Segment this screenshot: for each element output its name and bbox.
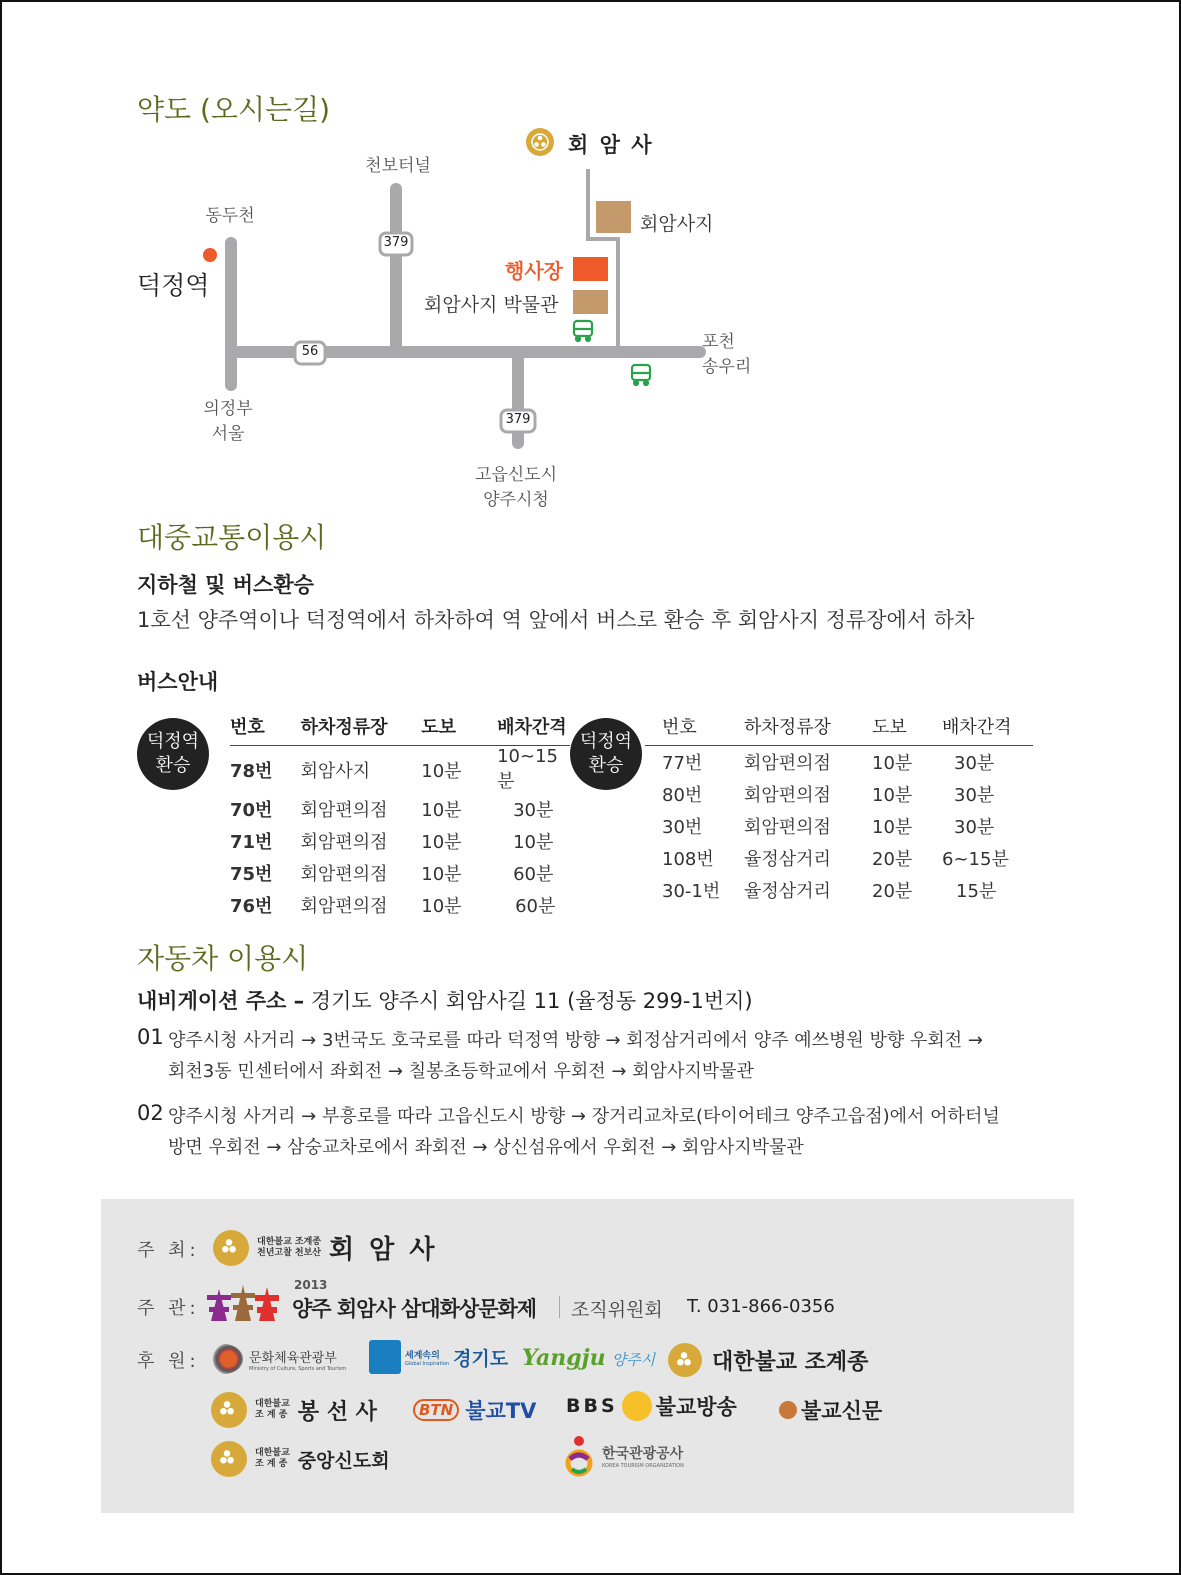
- bongsun-small-line1: 대한불교: [255, 1399, 290, 1409]
- road-number-56: 56: [301, 344, 319, 359]
- temple-logo-icon: [526, 128, 554, 156]
- bus-number: 76번: [230, 896, 273, 917]
- road-number-379-top: 379: [383, 235, 409, 250]
- bus-stop: 회암편의점: [300, 864, 388, 885]
- interval: 30분: [513, 800, 554, 821]
- bbs-mark: BBS: [566, 1395, 618, 1417]
- bus-stop: 율정삼거리: [744, 849, 831, 870]
- walk-time: 10분: [872, 753, 913, 774]
- label-uijeongbu: [188, 397, 268, 447]
- btn-logo: [413, 1395, 536, 1425]
- mcst-emblem-icon: [205, 1344, 243, 1374]
- label-museum: 회암사지 박물관: [424, 294, 559, 316]
- jogye-logo: [668, 1343, 868, 1377]
- col-number: 번호: [645, 713, 744, 746]
- left-badge-line1: 덕정역: [146, 731, 200, 752]
- bus-stop: 회암편의점: [744, 817, 831, 838]
- btn-name: 불교TV: [465, 1399, 537, 1423]
- walk-time: 20분: [872, 849, 913, 870]
- label-dongducheon: 동두천: [205, 206, 255, 226]
- label-pocheon: [702, 330, 772, 380]
- venue-box: [573, 257, 608, 281]
- bus-stop: 율정삼거리: [744, 881, 831, 902]
- bbs-name: 불교방송: [655, 1395, 737, 1419]
- support-label: 후 원:: [137, 1351, 200, 1372]
- table-row: [645, 746, 1033, 779]
- yangju-en: Yangju: [522, 1345, 606, 1371]
- interval: 30분: [954, 785, 995, 806]
- host-small-line1: 대한불교 조계종: [257, 1236, 321, 1247]
- table-row: [230, 746, 570, 794]
- kto-name: 한국관광공사: [602, 1446, 684, 1462]
- deokjeong-station-dot: [203, 248, 217, 262]
- left-badge-line2: 환승: [155, 755, 191, 776]
- pagoda-logo-icon: [205, 1275, 285, 1325]
- label-venue: 행사장: [505, 259, 563, 283]
- table-row: [645, 810, 1033, 842]
- table-row: [645, 842, 1033, 874]
- hoeamsaji-box: [596, 201, 631, 233]
- gyeonggi-small-en: Global Inspiration: [405, 1360, 450, 1367]
- bongsun-logo: [211, 1392, 377, 1428]
- sponsor-panel: [101, 1199, 1074, 1513]
- route-02-text: [168, 1101, 1000, 1163]
- bbs-logo: [566, 1391, 737, 1421]
- right-transfer-badge: [570, 718, 642, 790]
- bulgyo-news-emblem-icon: [779, 1401, 797, 1419]
- nav-address: [137, 985, 753, 1015]
- bus-number: 80번: [662, 785, 703, 806]
- bongsun-small-line2: 조 계 종: [255, 1410, 288, 1420]
- map-title: 약도 (오시는길): [137, 93, 331, 126]
- committee-name: 조직위원회: [571, 1299, 663, 1321]
- festival-year: 2013: [294, 1278, 328, 1292]
- festival-name: 양주 회암사 삼대화상문화제: [292, 1297, 537, 1321]
- label-goeup-text: 고읍신도시: [474, 465, 558, 485]
- host-small-line2: 천년고찰 천보산: [257, 1247, 321, 1258]
- temple-logo-icon: [213, 1230, 249, 1266]
- route-01-text: [168, 1025, 983, 1087]
- walk-time: 10분: [421, 832, 462, 853]
- walk-time: 20분: [872, 881, 913, 902]
- central-small-line2: 조 계 종: [255, 1459, 288, 1469]
- transit-title: 대중교통이용시: [137, 521, 327, 554]
- walk-time: 10분: [872, 817, 913, 838]
- transit-subtitle: 지하철 및 버스환승: [137, 573, 314, 597]
- central-small-line1: 대한불교: [255, 1448, 290, 1458]
- col-interval: 배차간격: [497, 713, 570, 746]
- label-pocheon-text: 포천: [702, 332, 735, 352]
- bulgyo-news-logo: [779, 1395, 882, 1425]
- organizer-label: 주 관:: [137, 1298, 200, 1319]
- bus-number: 78번: [230, 760, 273, 782]
- col-walk: 도보: [421, 713, 497, 746]
- host-small-text: [257, 1237, 321, 1259]
- right-badge-line1: 덕정역: [579, 731, 633, 752]
- interval: 10분: [513, 832, 554, 853]
- bus-stop: 회암편의점: [300, 800, 388, 821]
- col-number: 번호: [230, 713, 301, 746]
- walk-time: 10분: [421, 760, 462, 782]
- central-believers-logo: [211, 1441, 390, 1477]
- nav-address-label: 내비게이션 주소 –: [137, 989, 305, 1013]
- bulgyo-news-name: 불교신문: [801, 1399, 883, 1423]
- route-line: 방면 우회전 → 삼숭교차로에서 좌회전 → 상신섬유에서 우회전 → 회암사지박물관: [168, 1137, 804, 1158]
- right-badge-line2: 환승: [588, 755, 624, 776]
- bus-stop: 회암편의점: [744, 753, 831, 774]
- walk-time: 10분: [421, 800, 462, 821]
- route-map: [130, 125, 810, 520]
- mcst-logo: [205, 1344, 346, 1374]
- col-walk: 도보: [872, 713, 942, 746]
- bus-icon: [574, 321, 592, 341]
- central-emblem-icon: [211, 1441, 247, 1477]
- museum-box: [573, 290, 608, 314]
- label-hoeamsaji: 회암사지: [640, 213, 714, 235]
- label-yangju-city-text: 양주시청: [483, 490, 549, 510]
- gyeonggi-logo: [369, 1340, 508, 1374]
- kto-en: KOREA TOURISM ORGANIZATION: [602, 1463, 684, 1469]
- bus-stop: 회암사지: [300, 760, 371, 782]
- bongsun-small: [255, 1399, 290, 1421]
- transit-description: 1호선 양주역이나 덕정역에서 하차하여 역 앞에서 버스로 환승 후 회암사지 정류장에서 하차: [137, 608, 975, 632]
- route-line: 양주시청 사거리 → 3번국도 호국로를 따라 덕정역 방향 → 회정삼거리에서 양주 예쓰병원 방향 우회전 →: [168, 1030, 983, 1051]
- col-stop: 하차정류장: [301, 713, 422, 746]
- table-row: [645, 778, 1033, 810]
- walk-time: 10분: [421, 864, 462, 885]
- divider: [559, 1296, 560, 1318]
- kto-logo: [562, 1435, 684, 1477]
- label-goeup: [466, 463, 566, 513]
- interval: 6~15분: [942, 849, 1009, 870]
- host-logo: [213, 1229, 437, 1266]
- gyeonggi-small: [405, 1348, 449, 1367]
- interval: 15분: [956, 881, 997, 902]
- bus-number: 77번: [662, 753, 703, 774]
- interval: 60분: [515, 896, 556, 917]
- bus-number: 71번: [230, 832, 273, 853]
- btn-mark: BTN: [413, 1399, 459, 1421]
- mcst-text: [249, 1347, 346, 1372]
- table-row: [230, 793, 570, 825]
- host-name: 회 암 사: [329, 1235, 438, 1265]
- route-number: 02: [137, 1101, 164, 1125]
- interval: 30분: [954, 817, 995, 838]
- host-label: 주 최:: [137, 1240, 200, 1261]
- car-title: 자동차 이용시: [137, 942, 309, 975]
- left-transfer-badge: [137, 718, 209, 790]
- bus-number: 30번: [662, 817, 703, 838]
- label-seoul-text: 서울: [211, 424, 245, 444]
- bongsun-name: 봉 선 사: [297, 1399, 377, 1425]
- jogye-name: 대한불교 조계종: [712, 1349, 869, 1375]
- bus-icon: [632, 365, 650, 385]
- bbs-emblem-icon: [622, 1391, 652, 1421]
- bongsun-emblem-icon: [211, 1392, 247, 1428]
- label-deokjeong-station: 덕정역: [137, 271, 210, 300]
- label-songu-text: 송우리: [702, 357, 752, 377]
- interval: 30분: [954, 753, 995, 774]
- interval: 60분: [513, 864, 554, 885]
- central-name: 중앙신도회: [297, 1449, 390, 1472]
- bus-table-right: [645, 713, 1033, 906]
- mcst-name: 문화체육관광부: [249, 1350, 337, 1366]
- gyeonggi-name: 경기도: [453, 1347, 509, 1370]
- jogye-emblem-icon: [668, 1343, 702, 1377]
- col-stop: 하차정류장: [744, 713, 872, 746]
- route-number: 01: [137, 1025, 164, 1049]
- table-row: [230, 857, 570, 889]
- bus-stop: 회암편의점: [744, 785, 831, 806]
- yangju-logo: [522, 1345, 655, 1371]
- map-temple-name: 회 암 사: [568, 133, 654, 157]
- table-row: [230, 825, 570, 857]
- committee-phone: T. 031-866-0356: [687, 1296, 835, 1317]
- bus-number: 108번: [662, 849, 714, 870]
- bus-guide-title: 버스안내: [137, 670, 219, 694]
- route-line: 양주시청 사거리 → 부흥로를 따라 고읍신도시 방향 → 장거리교차로(타이어테크 양주고읍점)에서 어하터널: [168, 1106, 1000, 1127]
- bus-number: 30-1번: [662, 881, 721, 902]
- label-uijeongbu-text: 의정부: [203, 399, 253, 419]
- nav-address-value: 경기도 양주시 회암사길 11 (율정동 299-1번지): [304, 989, 753, 1013]
- col-interval: 배차간격: [942, 713, 1033, 746]
- road-number-379-bottom: 379: [505, 412, 531, 427]
- route-line: 회천3동 민센터에서 좌회전 → 칠봉초등학교에서 우회전 → 회암사지박물관: [168, 1061, 754, 1082]
- bus-table-left: [230, 713, 570, 921]
- mcst-en: Ministry of Culture, Sports and Tourism: [249, 1365, 347, 1372]
- gyeonggi-small-kr: 세계속의: [405, 1350, 440, 1361]
- bus-stop: 회암편의점: [300, 896, 388, 917]
- bus-stop: 회암편의점: [300, 832, 388, 853]
- kto-emblem-icon: [562, 1435, 596, 1477]
- table-row: [230, 889, 570, 921]
- bus-number: 75번: [230, 864, 273, 885]
- yangju-kr: 양주시: [611, 1351, 656, 1369]
- walk-time: 10분: [872, 785, 913, 806]
- central-small: [255, 1448, 290, 1470]
- walk-time: 10분: [421, 896, 462, 917]
- table-row: [645, 874, 1033, 906]
- interval: 10~15분: [497, 746, 558, 792]
- gyeonggi-emblem-icon: [369, 1340, 401, 1374]
- kto-text: [602, 1443, 684, 1469]
- label-cheonbo-tunnel: 천보터널: [365, 156, 431, 176]
- bus-number: 70번: [230, 800, 273, 821]
